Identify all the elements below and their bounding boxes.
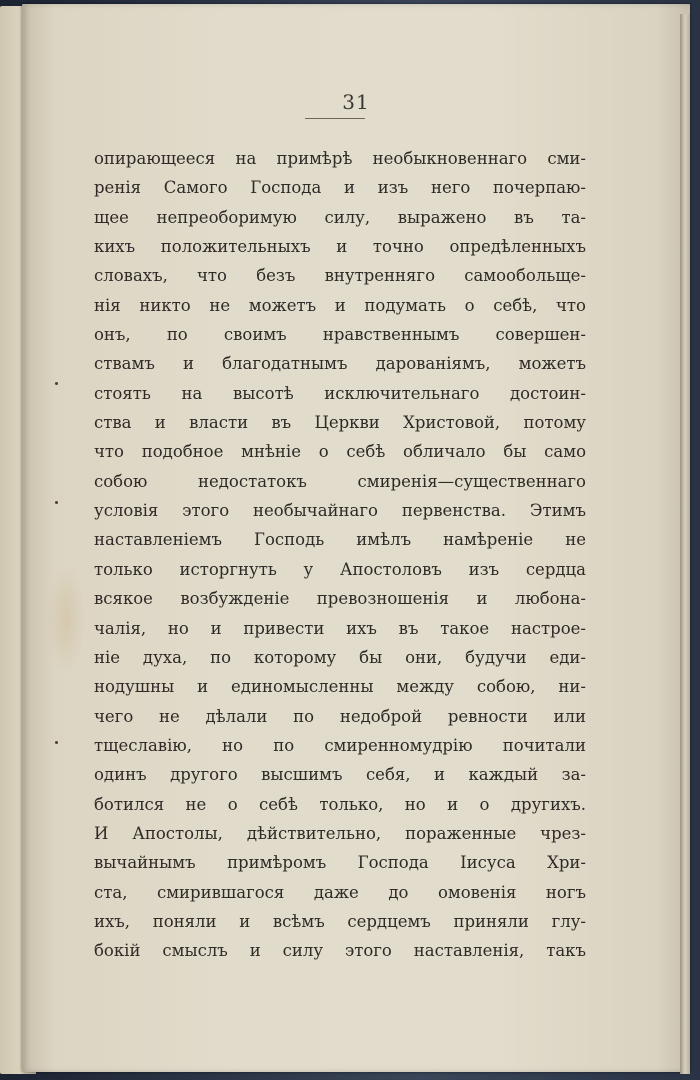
text-line: нія никто не можетъ и подумать о себѣ, что [94, 295, 586, 315]
text-line: вычайнымъ примѣромъ Господа Іисуса Хри- [94, 853, 586, 873]
text-line: ства и власти въ Церкви Христовой, потому [94, 413, 586, 433]
text-line: опирающееся на примѣрѣ необыкновеннаго сми- [94, 149, 586, 168]
text-line: кихъ положительныхъ и точно опредѣленныхъ [94, 237, 586, 257]
text-line: ста, смирившагося даже до омовенія ногъ [94, 882, 586, 902]
page-number-underline [305, 118, 365, 119]
text-line: щее непреоборимую силу, выражено въ та- [94, 207, 586, 227]
text-line: ніе духа, по которому бы они, будучи еди- [94, 647, 586, 667]
text-line: онъ, по своимъ нравственнымъ совершен- [94, 325, 586, 345]
binding-stitch-mark [55, 501, 58, 504]
paper-stain [46, 564, 86, 674]
text-line: ихъ, поняли и всѣмъ сердцемъ приняли глу- [94, 911, 586, 931]
binding-stitch-mark [55, 382, 58, 385]
body-text [94, 144, 586, 966]
text-line: что подобное мнѣніе о себѣ обличало бы само [94, 442, 586, 462]
text-line: одинъ другого высшимъ себя, и каждый за- [94, 765, 586, 785]
text-line: чего не дѣлали по недоброй ревности или [94, 706, 586, 726]
text-line: И Апостолы, дѣйствительно, пораженные чрез- [94, 823, 586, 843]
text-line: условія этого необычайнаго первенства. Этимъ [94, 501, 586, 521]
binding-stitch-mark [55, 741, 58, 744]
text-line: чалія, но и привести ихъ въ такое настрое- [94, 618, 586, 638]
text-line: тщеславію, но по смиренномудрію почитали [94, 735, 586, 755]
text-line: стоять на высотѣ исключительнаго достоин- [94, 383, 586, 403]
text-line: нодушны и единомысленны между собою, ни- [94, 677, 586, 697]
text-line: только исторгнуть у Апостоловъ изъ сердца [94, 559, 586, 579]
book-page [22, 4, 690, 1072]
text-line: ботился не о себѣ только, но и о другихъ. [94, 794, 586, 814]
text-line: словахъ, что безъ внутренняго самообольще- [94, 266, 586, 286]
text-line: бокій смыслъ и силу этого наставленія, такъ [94, 941, 586, 961]
text-line: ренія Самого Господа и изъ него почерпаю- [94, 178, 586, 198]
text-line: всякое возбужденіе превозношенія и любона- [94, 589, 586, 609]
text-line: ствамъ и благодатнымъ дарованіямъ, можетъ [94, 354, 586, 374]
page-number: 31 [342, 90, 370, 114]
page-stack-edge [680, 14, 690, 1074]
text-line: собою недостатокъ смиренія—существеннаго [94, 471, 586, 491]
text-line: наставленіемъ Господь имѣлъ намѣреніе не [94, 530, 586, 550]
